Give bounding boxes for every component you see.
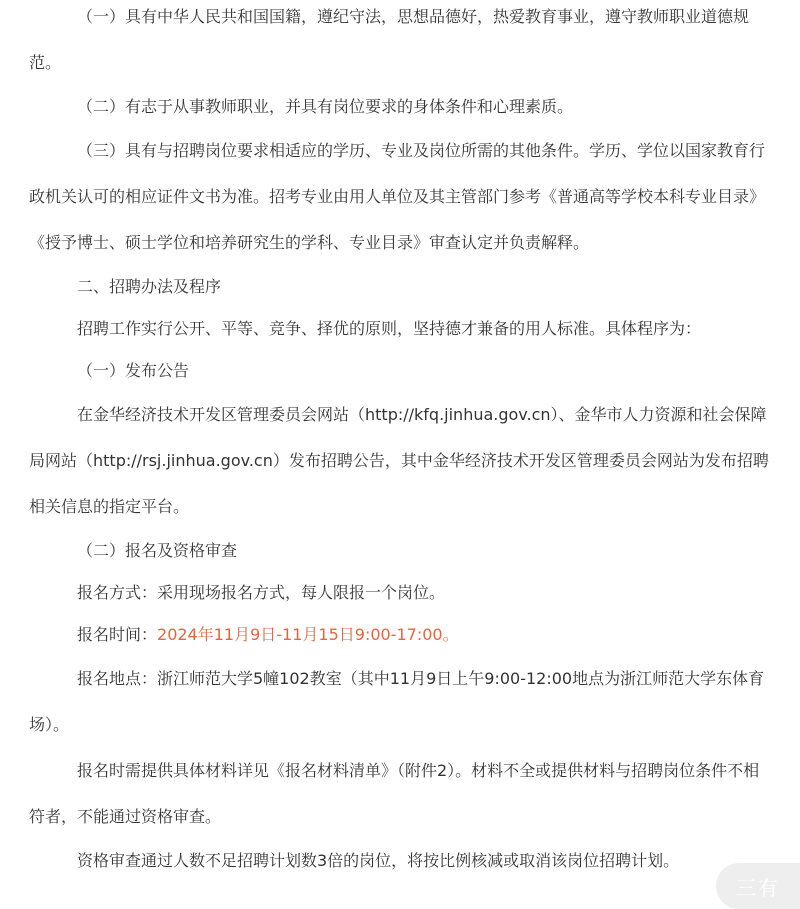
registration-time-label: 报名时间： <box>77 625 158 644</box>
section-heading-procedure: 二、招聘办法及程序 <box>77 277 222 296</box>
paragraph-health: （二）有志于从事教师职业，并具有岗位要求的身体条件和心理素质。 <box>77 97 574 116</box>
paragraph-qualifications: （三）具有与招聘岗位要求相适应的学历、专业及岗位所需的其他条件。学历、学位以国家教育行政机关认可的相应证件文书为准。招考专业由用人单位及其主管部门参考《普通高等学校本科专业目录》《授予博士、硕士学位和培养研究生的学科、专业目录》审查认定并负责解释。 <box>29 141 766 252</box>
floating-menu-label: 三有 <box>736 875 780 900</box>
paragraph-registration-method: 报名方式：采用现场报名方式，每人限报一个岗位。 <box>77 583 446 602</box>
paragraph-registration-time <box>29 614 769 656</box>
subheading-announcement: （一）发布公告 <box>77 361 190 380</box>
paragraph-nationality: （一）具有中华人民共和国国籍，遵纪守法，思想品德好，热爱教育事业，遵守教师职业道德规范。 <box>29 7 750 72</box>
subheading-registration: （二）报名及资格审查 <box>77 541 238 560</box>
floating-menu-button[interactable] <box>716 863 800 909</box>
registration-time-value: 2024年11月9日-11月15日9:00-17:00。 <box>157 625 459 644</box>
paragraph-plan-reduction: 资格审查通过人数不足招聘计划数3倍的岗位，将按比例核减或取消该岗位招聘计划。 <box>77 851 680 870</box>
paragraph-principles: 招聘工作实行公开、平等、竞争、择优的原则，坚持德才兼备的用人标准。具体程序为： <box>77 319 702 338</box>
paragraph-required-materials: 报名时需提供具体材料详见《报名材料清单》（附件2）。材料不全或提供材料与招聘岗位条件不相符者，不能通过资格审查。 <box>29 761 760 826</box>
paragraph-registration-location: 报名地点：浙江师范大学5幢102教室（其中11月9日上午9:00-12:00地点为浙江师范大学东体育场）。 <box>29 669 765 734</box>
paragraph-announcement-sites: 在金华经济技术开发区管理委员会网站（http://kfq.jinhua.gov.cn）、金华市人力资源和社会保障局网站（http://rsj.jinhua.gov.cn）发布招聘公告，其中金华经济技术开发区管理委员会网站为发布招聘相关信息的指定平台。 <box>29 405 769 516</box>
article-body <box>29 0 769 882</box>
